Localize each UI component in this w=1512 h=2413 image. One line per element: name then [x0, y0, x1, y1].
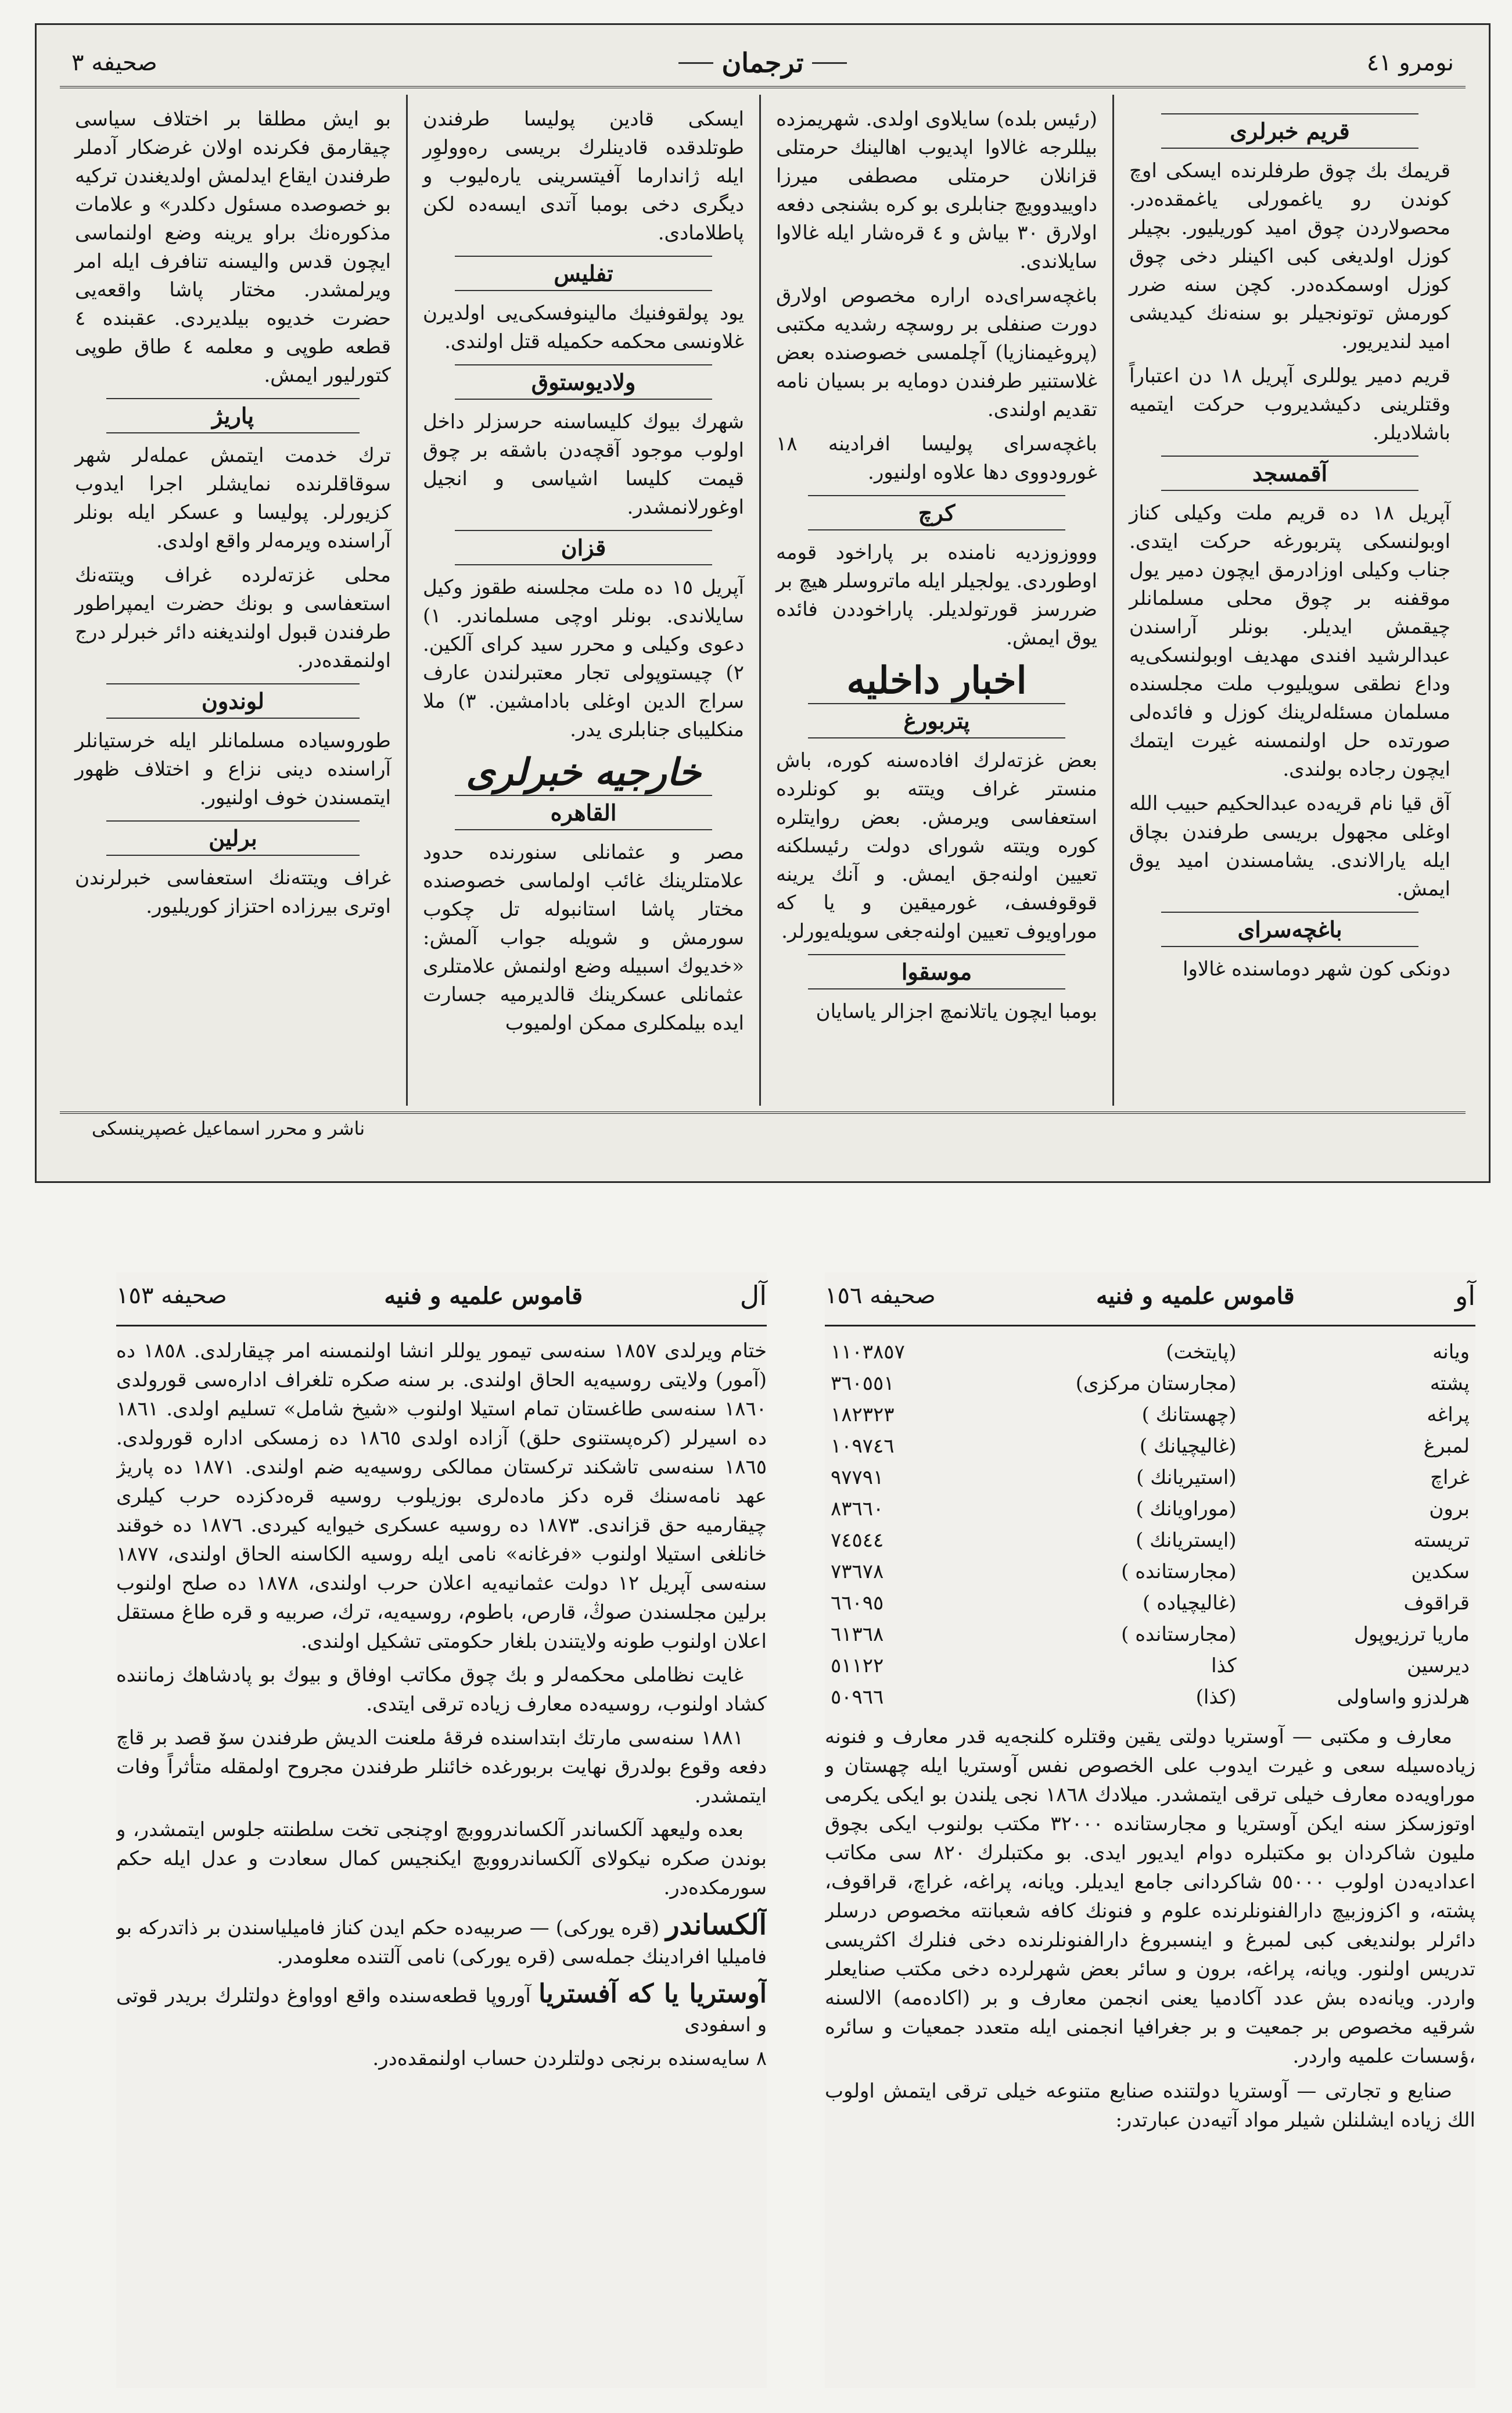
city-name: پراغه: [1427, 1403, 1470, 1426]
header-page-number: صحیفه ١٥٣: [116, 1282, 227, 1309]
city-name: ویانه: [1432, 1340, 1470, 1364]
column-foreign-news-cont: [60, 95, 406, 1106]
newspaper-title: ترجمان: [721, 47, 804, 78]
region-name: (پایتخت): [1166, 1340, 1237, 1364]
population-value: ٧٣٦٧٨: [831, 1560, 884, 1583]
page-body: [825, 1336, 1475, 2135]
entry-body: (قره یورکی) — صربیه‌ده حکم ایدن کناز فامیلیاسندن بر ذاتدرکه بو فامیلیا افرادینك جمله‌سی (قره یورکی) نامی آلتنده معلومدر.: [116, 1916, 767, 1969]
paragraph: غایت نظاملی محکمه‌لر و بك چوق مکاتب اوفاق و بیوك بو پادشاهك زماننده کشاد اولنوب، روسیه‌ده معارف زیاده ترقی ایتدی.: [116, 1663, 767, 1716]
entry-austria: [116, 1980, 767, 2039]
entry-body: آوروپا قطعه‌سنده واقع اوواوغ دولتلرك بریدر قوتی و اسفودی: [116, 1984, 767, 2036]
city-name: هرلدزو واساولی: [1337, 1686, 1470, 1709]
paragraph: بومبا ایچون یاتلانمچ اجزالر یاسایان: [816, 1000, 1097, 1023]
entry-title: آوستریا یا که آفستریا: [538, 1979, 767, 2009]
section-heading-crimea: قریم خبرلری: [1161, 113, 1418, 149]
sub-heading-kazan: قزان: [455, 530, 712, 565]
city-name: ماریا ترزیوپول: [1353, 1623, 1470, 1646]
sub-heading-kerch: کرچ: [808, 495, 1065, 530]
sub-heading-bahcesaray: باغچه‌سرای: [1161, 912, 1418, 947]
paragraph: محلی غزته‌لرده غراف ویتته‌نك استعفاسی و بونك حضرت ایمپراطور طرفندن قبول اولندیغنه دائر خبرلر درج اولنمقده‌در.: [75, 564, 391, 672]
paragraph-industry: صنایع و تجارتی — آوستریا دولتنده صنایع متنوعه خیلی ترقی ایتمش اولوب الك زیاده ایشلنلن شیلر مواد آتیه‌دن عبارتدر:: [825, 2079, 1475, 2132]
population-value: ٥١١٢٢: [831, 1654, 884, 1677]
table-row: [825, 1399, 1475, 1430]
paragraph: شهرك بیوك کلیساسنه حرسزلر داخل اولوب موجود آقچه‌دن باشقه بر چوق قیمت کلیسا اشیاسی و انجیل اوغورلانمشدر.: [423, 410, 744, 519]
page-number: صحیفه ٣: [71, 49, 157, 76]
sub-heading-akmesjid: آقمسجد: [1161, 456, 1418, 491]
sub-heading-tiflis: تفلیس: [455, 256, 712, 291]
paragraph: قریم دمیر یوللری آپریل ١٨ دن اعتباراً وقتلرینی دکیشدیروب حرکت ایتمیه باشلادیلر.: [1129, 364, 1451, 444]
paragraph: ترك خدمت ایتمش عمله‌لر شهر سوقاقلرنده نمایشلر اجرا ایدوب کزیورلر. پولیسا و عسکر ایله بونلر آراسنده ویرمه‌لر واقع اولدی.: [75, 444, 391, 553]
ornament-left: [678, 62, 713, 64]
section-heading-domestic: اخبار داخلیه: [846, 659, 1027, 702]
header-title: قاموس علمیه و فنیه: [1096, 1282, 1295, 1310]
header-page-number: صحیفه ١٥٦: [825, 1282, 936, 1309]
section-heading-foreign: خارجیه خبرلری: [466, 751, 701, 794]
region-name: (مجارستان مرکزی): [1075, 1372, 1237, 1395]
population-table: [825, 1336, 1475, 1713]
paragraph: باغچه‌سرای‌ده اراره مخصوص اولارق دورت صنفلی بر روسچه رشدیه مکتبی (پروغیمنازیا) آچلمسی خصوصنده بعض غلاستنیر طرفندن دومایه بر بسیان نامه تقدیم اولندی.: [776, 284, 1097, 421]
paragraph: بو ایش مطلقا بر اختلاف سیاسی چیقارمق فکرنده اولان غرضکار آدملر طرفندن ایقاع ایدلمش اولدیغندن ترکیه بو خصوصده مسئول دکلدر» و علامات مذکوره‌نك براو یرینه وضع اولنماسی ایچون قدس والیسنه تنافرف ایله امر ویرلمشدر. مختار پاشا واقعه‌یی حضرت خدیوه بیلدیردی. عقبنده ٤ قطعه طوپی و معلمه ٤ طاق طوپی کتورلیور ایمش.: [75, 107, 392, 387]
paragraph: غراف ویتته‌نك استعفاسی خبرلرندن اوتری بیرزاده احتزاز کوریلیور.: [75, 866, 391, 918]
population-value: ٥٠٩٦٦: [831, 1686, 884, 1709]
region-name: کذا: [1211, 1654, 1237, 1677]
paragraph: آق قیا نام قریه‌ده عبدالحکیم حبیب الله اوغلی مجهول بریسی طرفندن بچاق ایله یارالاندی. یشامسندن امید یوق ایمش.: [1129, 792, 1450, 901]
sub-heading-moscow: موسقوا: [808, 954, 1065, 989]
paragraph: دونکی کون شهر دوماسنده غالاوا: [1183, 958, 1450, 981]
region-name: (مجارستانده ): [1121, 1623, 1237, 1646]
paragraph: ١٨٨١ سنه‌سی مارتك ابتداسنده فرقهٔ ملعنت الدیش طرفندن سۆ قصد بر قاچ دفعه وقوع بولدرق نهایت بربورغده خائنلر طرفندن مجروح اولمقله متأثراً وفات ایتمشدر.: [116, 1726, 767, 1808]
region-name: (ایستریانك ): [1136, 1529, 1237, 1552]
population-value: ١١٠٣٨٥٧: [831, 1340, 905, 1364]
publisher-signature: ناشر و محرر اسماعیل غصپرینسکی: [91, 1117, 365, 1139]
table-row: [825, 1587, 1475, 1619]
city-name: قراقوف: [1403, 1591, 1470, 1615]
city-name: سکدین: [1411, 1560, 1470, 1583]
paragraph: آپریل ١٥ ده ملت مجلسنه طقوز وکیل سایلاندی. بونلر اوچی مسلماندر. ١) دعوی وکیلی و محرر سید کرای آلکین. ٢) چیستوپولی تجار معتبرلندن عارف سراج الدین اوغلی بادامشین. ٣) ملا منکلیبای جنابلری یدر.: [423, 576, 744, 741]
city-name: برون: [1429, 1497, 1470, 1521]
column-rule: [759, 95, 761, 1106]
ornament-right: [812, 62, 847, 64]
newspaper-page: [35, 23, 1491, 1183]
header-letter: آو: [1455, 1280, 1475, 1311]
population-value: ٣٦٠٥٥١: [831, 1372, 895, 1395]
columns-area: [60, 95, 1466, 1106]
paragraph-history: ختام ویرلدی ١٨٥٧ سنه‌سی تیمور یوللر انشا اولنمسنه امر چیقارلدی. ١٨٥٨ ده (آمور) ولایتی روسیه‌یه الحاق اولندی. بر سنه صکره تلغراف ادارەسی قورولدی ١٨٦٠ سنه‌سی طاغستان تمام استیلا اولنوب «شیخ شامل» تسلیم اولدی. ١٨٦١ ده اسیرلر (کره‌پستنوی حلق) آزاده اولدی ١٨٦٥ ده زمسکی اداره قورولدی. ١٨٦٥ سنه‌سی تاشکند ترکستان ممالکی روسیه‌یه ضم اولندی. ١٨٧١ ده پاریژ عهد نامه‌سنك قره دکز ماده‌لری بوزیلوب روسیه قره‌دکزده حرب کیلری چیقارمیه حق قزاندی. ١٨٧٣ ده روسیه عسکری خیوایه کیردی. ١٨٧٦ ده خوقند خانلغی استیلا اولنوب «فرغانه» نامی ایله روسیه الکاسنه الحاق اولندی، ١٨٧٧ سنه‌سی آپریل ١٢ دولت عثمانیه‌یه اعلان حرب اولندی، ١٨٧٨ ده صلح اولنوب برلین مجلسندن صوڭ، قارص، باطوم، روسیه‌یه، ترك، صربیه و قره طاغ مستقل اعلان اولنوب طونه ولایتندن بلغار حکومتی تشکیل اولندی.: [116, 1339, 767, 1653]
header-letter: آل: [739, 1280, 767, 1311]
population-value: ١٠٩٧٤٦: [831, 1435, 895, 1458]
city-name: پشته: [1430, 1372, 1470, 1395]
column-crimea-news: [1114, 95, 1466, 1106]
dictionary-page-left: [116, 1272, 767, 2388]
region-name: (موراویانك ): [1136, 1497, 1237, 1521]
paragraph: (رئیس بلده) سایلاوی اولدی. شهریمزده بیللرجه غالاوا اپدیوب اهالینك حرمتلی قزانلان حرمتلی مصطفی میرزا داوییدوویچ جنابلری بو کره بشنجی دفعه اولارق ٣٠ بیاش و ٤ قره‌شار ایله غالاوا سایلاندی.: [776, 107, 1097, 273]
city-name: تریسته: [1413, 1529, 1470, 1552]
table-row: [825, 1556, 1475, 1587]
table-row: [825, 1681, 1475, 1713]
page-header: [116, 1272, 767, 1319]
region-name: (غالیچیاده ): [1143, 1591, 1237, 1615]
page-body: [116, 1336, 767, 2073]
header-rule: [825, 1325, 1475, 1326]
header-rule: [116, 1325, 767, 1326]
region-name: (غالیچیانك ): [1139, 1435, 1237, 1458]
column-rule: [406, 95, 408, 1106]
region-name: (کذا): [1195, 1686, 1237, 1709]
entry-title: آلکساندر: [666, 1909, 767, 1941]
column-foreign-news: [408, 95, 759, 1106]
header-title: قاموس علمیه و فنیه: [384, 1282, 583, 1310]
region-name: (استیریانك ): [1136, 1466, 1237, 1489]
paragraph: مصر و عثمانلی سنورنده حدود علامتلرینك غائب اولماسی خصوصنده مختار پاشا استانبوله تل چکوب سورمش و شویله جواب آلمش: «خدیوك اسبیله وضع اولنمش علامتلری عثمانلی عسکرینك قالدیرمیه جسارت ایده بیلمکلری ممکن اولمیوب: [423, 841, 744, 1035]
paragraph: طوروسیاده مسلمانلر ایله خرستیانلر آراسنده دینی نزاع و اختلاف ظهور ایتمسندن خوف اولنیور.: [75, 729, 391, 809]
table-row: [825, 1650, 1475, 1681]
paragraph-education: معارف و مکتبی — آوستریا دولتی یقین وقتلره کلنجه‌یه قدر معارف و فنونه زیاده‌سیله سعی و غیرت ایدوب علی الخصوص نفس آوستریا ایله چهستان و موراویه‌ده معارف خیلی ترقی ایتمشدر. میلادك ١٨٦٨ نجی یلندن بو ایکی یکرمی اوتوزسکز سنه ایکن آوستریا و مجارستانده ٣٢٠٠٠ مکتب بولنوب ایکی بچوق ملیون شاکردان بو مکتبلره دوام ایدیور ایدی. بو مکتبلرك ٨٢٠ سی مکاتب اعدادیه‌دن اولوب ٥٥٠٠٠ شاکردانی جامع ایدیلر. ویانه، پراغه، غراچ، قراقوف، پشته، و اکزوزبیچ دارالفنونلرنده علوم و فنونك کافه شعبانته مخصوص درسلر دائرلر بولندیغی کبی لمبرغ و اینسبروغ دارالفنونلرنده دخی فنلرك اکثریسی تدریس اولنور. ویانه، پراغه، برون و سائر بعض شهرلرده دخی مکتب صنایعلر واردر. ویانه‌ده بش عدد آکادمیا یعنی انجمن معارف و بر (اکاده‌مه) الالسنه شرقیه مخصوص بر جمعیت و بر جغرافیا انجمنی ایله متعدد جمعیات و سائره ،ؤسسات علمیه واردر.: [825, 1725, 1475, 2068]
table-row: [825, 1336, 1475, 1368]
region-name: (مجارستانده ): [1121, 1560, 1237, 1583]
region-name: (چهستانك ): [1141, 1403, 1237, 1426]
column-rule: [1112, 95, 1114, 1106]
population-value: ٨٣٦٦٠: [831, 1497, 884, 1521]
city-name: غراچ: [1430, 1466, 1470, 1489]
paragraph: آپریل ١٨ ده قریم ملت وکیلی کناز اوبولنسکی پتربورغه حرکت ایتدی. جناب وکیلی اوزادرمق ایچون دمیر یول موقفنه بر چوق محلی مسلمانلر چیقمش ایدیلر. بونلر آراسندن عبدالرشید افندی مهدیف اوبولنسکی‌یه وداع نطقی سویلیوب ملت مجلسنده مسلمان مسئله‌لرینك کوزل و فائده‌لی صورتده حل اولنمسنه غیرت ایتمك ایچون رجاده بولندی.: [1129, 501, 1450, 781]
population-value: ٦٦٠٩٥: [831, 1591, 884, 1615]
entry-alexander: [116, 1910, 767, 1971]
column-local-news: [761, 95, 1112, 1106]
paragraph: باغچه‌سرای پولیسا افرادینه ١٨ غورودووی دها علاوه اولنیور.: [776, 432, 1097, 484]
masthead-rule: [60, 86, 1466, 88]
sub-heading-berlin: برلین: [106, 820, 359, 856]
sub-heading-petersburg: پتربورغ: [808, 703, 1065, 738]
table-row: [825, 1493, 1475, 1525]
page-header: [825, 1272, 1475, 1319]
table-row: [825, 1462, 1475, 1493]
paragraph: بعده ولیعهد آلکساندر آلکساندرووبچ اوچنجی تخت سلطنته جلوس ایتمشدر، و بوندن صکره نیکولای آلکساندرووبچ ایکنجیس کمال سعادت و عدل ایله حکم سورمکده‌در.: [116, 1818, 767, 1899]
table-row: [825, 1368, 1475, 1399]
sub-heading-cairo: القاهره: [455, 795, 712, 830]
masthead-title: [37, 42, 1489, 83]
table-row: [825, 1525, 1475, 1556]
population-value: ٩٧٧٩١: [831, 1466, 884, 1489]
table-row: [825, 1430, 1475, 1462]
sub-heading-paris: پاریژ: [106, 398, 359, 433]
city-name: دیرسین: [1407, 1654, 1470, 1677]
dictionary-page-right: [825, 1272, 1475, 2388]
sub-heading-vladivostok: ولادیوستوق: [455, 364, 712, 400]
paragraph: یود پولقوفنیك مالینوفسکی‌یی اولدیرن غلاونسی محکمه حکمیله قتل اولندی.: [423, 302, 744, 353]
population-value: ٧٤٥٤٤: [831, 1529, 884, 1552]
paragraph-last: ٨ سایه‌سنده برنجی دولتلردن حساب اولنمقده‌در.: [372, 2047, 767, 2070]
city-name: لمبرغ: [1423, 1435, 1470, 1458]
paragraph: قریمك بك چوق طرفلرنده ایسکی اوچ کوندن رو یاغمورلی یاغمقده‌در. محصولاردن چوق امید کوریلیور. بچیلر کوزل اولدیغی کبی اکینلر دخی چوق کوزل اوسمکده‌در. کچن سنه ضرر کورمش توتونجیلر بو سنه‌نك کیدیشی امید لندیریور.: [1129, 159, 1450, 353]
paragraph: ایسکی قادین پولیسا طرفندن طوتلدقده قادینلرك بریسی رەوولوِر ایله ژاندارما آفیتسرینی یارەلیوب و دیگری دخی بومبا آتدی ایسه‌ده لکن پاطلامادی.: [423, 107, 744, 245]
sub-heading-london: لوندون: [106, 683, 359, 719]
paragraph: بعض غزته‌لرك افاده‌سنه کوره، باش منستر غراف ویتته بو کونلرده استعفاسی ویرمش. بعض روایتلره کوره ویتته شورای دولت رئیسلکنه تعیین اولنه‌جق ایمش. و آنك یرینه قوقوفسف، غورمیقین و یا که موراویوف تعیین اولنه‌جغی سویله‌یورلر.: [776, 749, 1097, 943]
table-row: [825, 1619, 1475, 1650]
issue-number: نومرو ٤١: [1366, 49, 1454, 76]
population-value: ١٨٢٣٢٣: [831, 1403, 895, 1426]
population-value: ٦١٣٦٨: [831, 1623, 884, 1646]
bottom-rule: [60, 1112, 1466, 1114]
paragraph: وووزوزدیه نامنده بر پاراخود قومه اوطوردی. یولجیلر ایله ماتروسلر هیچ بر ضررسز قورتولدیلر. پاراخوددن فائده یوق ایمش.: [776, 541, 1097, 650]
